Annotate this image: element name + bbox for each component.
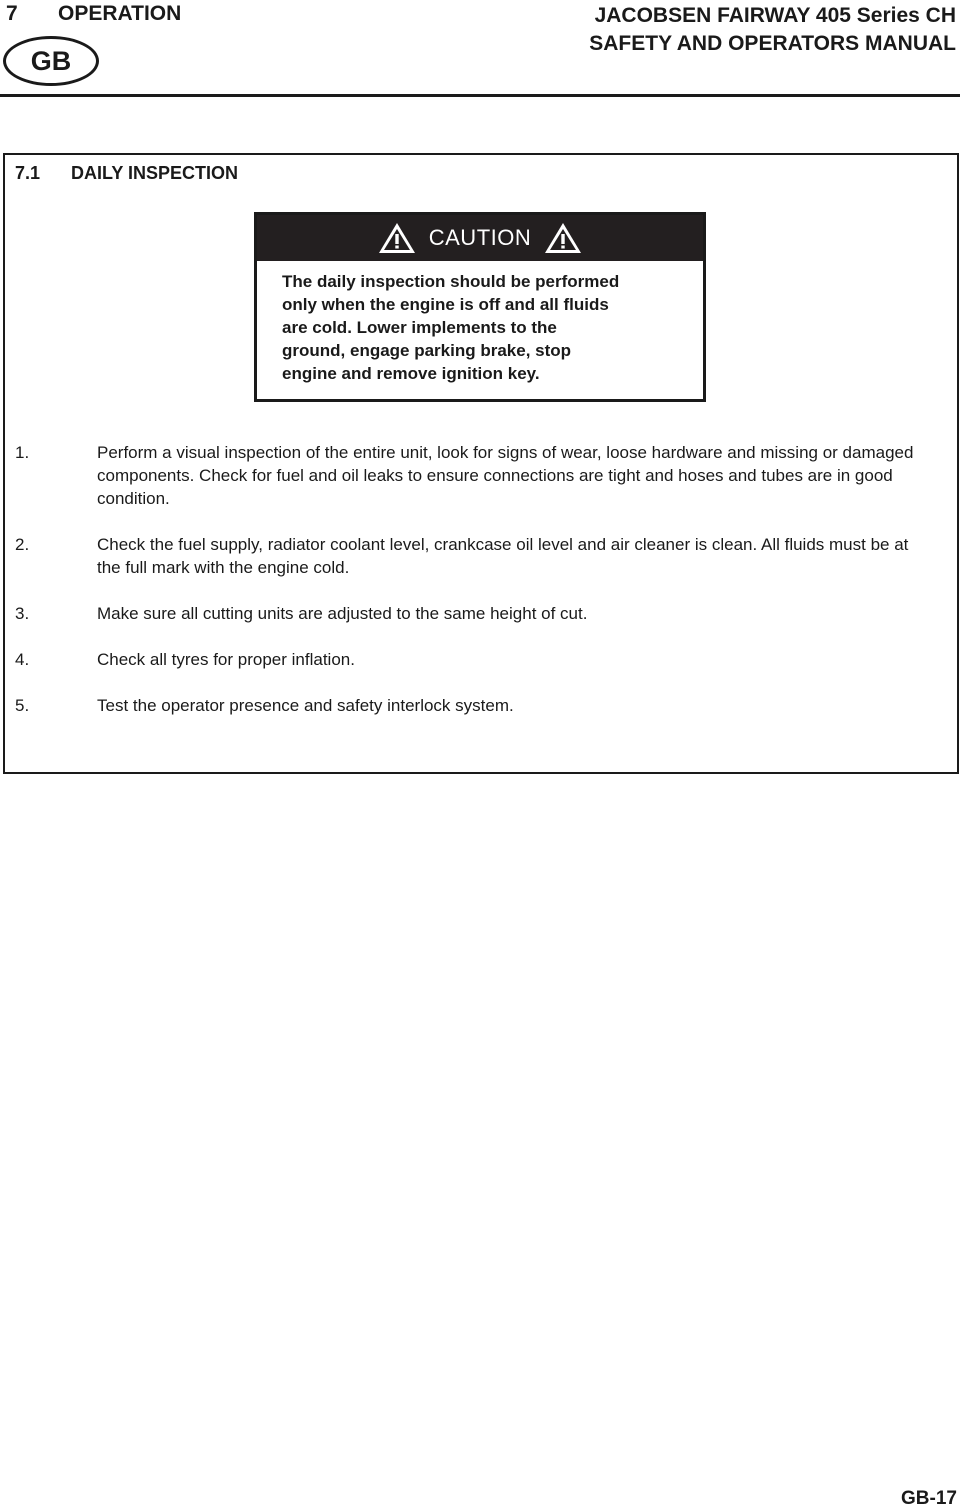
caution-banner (257, 215, 703, 261)
caution-line: only when the engine is off and all fluids (282, 295, 609, 314)
step-text: Test the operator presence and safety interlock system. (97, 696, 514, 715)
caution-line: The daily inspection should be performed (282, 272, 620, 291)
step-text: Perform a visual inspection of the entire unit, look for signs of wear, loose hardware and missing or damaged components. Check for fuel and oil leaks to ensure connections are tight and hoses and tubes are in good condition. (97, 443, 914, 508)
header-product (589, 2, 956, 58)
warning-triangle-icon (543, 221, 583, 255)
step-number: 4. (15, 650, 30, 669)
header-product-line1: JACOBSEN FAIRWAY 405 Series CH (594, 4, 956, 27)
caution-line: ground, engage parking brake, stop (282, 341, 572, 360)
header-section-number: 7 (6, 2, 18, 25)
page-number: GB-17 (901, 1488, 957, 1509)
list-item (15, 648, 935, 671)
caution-text (282, 270, 682, 385)
caution-label: CAUTION (428, 225, 532, 250)
header-section-title: OPERATION (58, 2, 182, 25)
section-title: DAILY INSPECTION (71, 163, 239, 183)
header-section (6, 2, 181, 26)
step-number: 1. (15, 443, 30, 462)
list-item (15, 441, 935, 510)
caution-line: are cold. Lower implements to the (282, 318, 557, 337)
step-text: Check all tyres for proper inflation. (97, 650, 355, 669)
header-product-line2: SAFETY AND OPERATORS MANUAL (589, 32, 956, 55)
list-item (15, 533, 935, 579)
section-heading (15, 163, 238, 184)
warning-triangle-icon (377, 221, 417, 255)
list-item (15, 602, 935, 625)
step-text: Check the fuel supply, radiator coolant level, crankcase oil level and air cleaner is clean. All fluids must be at the full mark with the engine cold. (97, 535, 909, 577)
section-number: 7.1 (15, 163, 41, 183)
step-text: Make sure all cutting units are adjusted to the same height of cut. (97, 604, 588, 623)
language-badge: GB (3, 36, 99, 86)
caution-line: engine and remove ignition key. (282, 364, 540, 383)
step-number: 5. (15, 696, 30, 715)
step-number: 2. (15, 535, 30, 554)
list-item (15, 694, 935, 717)
caution-box (254, 212, 706, 402)
header-divider (0, 94, 960, 97)
inspection-steps (15, 441, 935, 740)
step-number: 3. (15, 604, 30, 623)
